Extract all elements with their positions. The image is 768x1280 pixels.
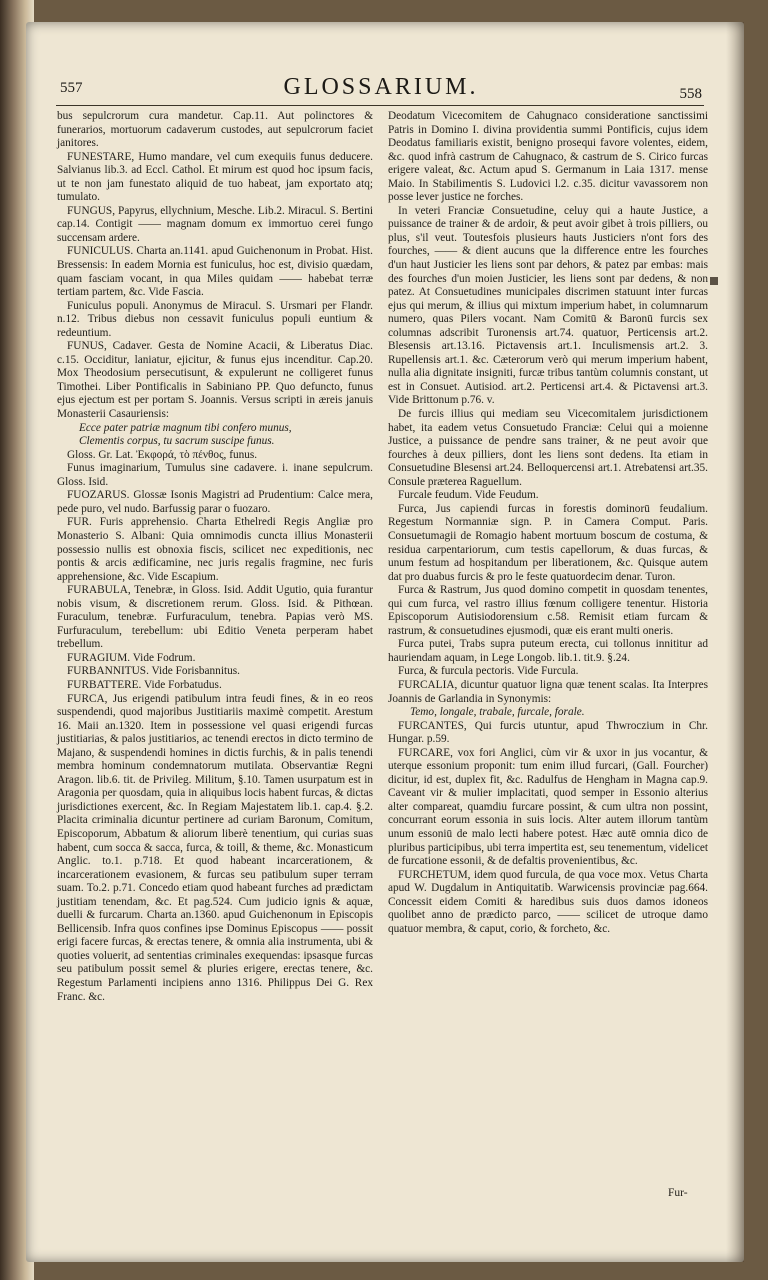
entry: FURCA, Jus erigendi patibulum intra feudi fines, & in eo reos suspendendi, quod majoribus Justitiariis maximè competit. Arestum 16. Maii an.1320. Item in possessione vel quasi erigendi furcas justitiarias, & palos justitiarios, ac tenendi erectos in dicto termino de Majano, & suspendendi homines in dictis furchis, & in palis tenendi membra hominum condemnatorum mutilata. Observantiæ Regni Aragon. lib.6. tit. de Privileg. Militum, §.10. Tamen usurpatum est in Aragonia per quosdam, quia in aliquibus locis habent furcas, & dictas jurisdictiones exercent, &c. In Regiam Majestatem lib.1. cap.4. §.2. Placita criminalia dicuntur pertinere ad curiam Baronum, Comitum, Episcoporum, Abbatum & aliorum liberè tenentium, qui curias suas habent, cum socca & sacca, furca, & toill, & theme, &c. Monasticum Anglic. to.1. p.718. Et quod habeant incarcerationem, & incarcerationem evasionem, & furcas seu patibulum super terram suam. To.2. p.71. Concedo etiam quod habeant furches ad prædictam justitiam tenendam, &c. Et pag.524. Cum judicio ignis & aquæ, duelli & furcarum. Charta an.1360. apud Guichenonum in Episcopis Bellicensib. Infra quos confines ipse Dominus Episcopus —— possit erigi facere furcas, & erectas tenere, & omnia alia instrumenta, ubi & quoties voluerit, ad sententias criminales exequendas: ipsasque furcas seu patibulum possit semel & pluries erigere, erectas tenere, &c. Regestum Parlamenti incipiens anno 1316. Philippus Dei G. Rex Franc. &c. <box>57 692 373 1003</box>
page-number-right: 558 <box>679 86 702 102</box>
entry: FURAGIUM. Vide Fodrum. <box>67 651 196 664</box>
entry: FUNGUS, Papyrus, ellychnium, Mesche. Lib.2. Miracul. S. Bertini cap.14. Contigit —— magnam domum ex immortuo cerei fungo succensam ardere. <box>57 204 373 244</box>
entry: Furca, Jus capiendi furcas in forestis dominorū feudalium. Regestum Normanniæ sign. P. in Camera Comput. Paris. Consuetumagii de Romagio habent mortuum boscum de costuma, & residua carpentariorum, cum testis capellorum, & duas furcas, & unum festum ad hospitandum per liberationem, &c. Quisque autem dat pro duabus furcis & pro le feste quatuordecim denar. Turon. <box>388 502 708 583</box>
page-edge-shadow <box>726 22 744 1262</box>
entry: FURCARE, vox fori Anglici, cùm vir & uxor in jus vocantur, & uterque essonium proponit: tum enim illud furcari, (Gall. Fourcher) dicitur, id est, duplex fit, &c. Radulfus de Hengham in Magna cap.9. Caveant vir & mulier implacitati, quod semper in Essonio alterius alter compareat, quamdiu furcare possint, & cum ultra non possint, concurrant eorum essonia in suis locis. Alter autem illorum tantùm unum essoniū de malo lecti habere potest. Hæc autē omnia dico de pluribus participibus, ubi terra impertita est, seu tenementum, videlicet de furcatione essonii, & de defaltis provenientibus, &c. <box>388 746 708 868</box>
header-rule <box>56 105 704 106</box>
entry: bus sepulcrorum cura mandetur. Cap.11. Aut polinctores & funerarios, mortuorum cadaverum custodes, aut sepulcrorum faciet janitores. <box>57 110 373 150</box>
entry: Furca putei, Trabs supra puteum erecta, cui tollonus innititur ad hauriendam aquam, in Lege Longob. lib.1. tit.9. §.24. <box>388 638 708 664</box>
entry: FUNESTARE, Humo mandare, vel cum exequiis funus deducere. Salvianus lib.3. ad Eccl. Cathol. Et mirum est quod hoc ipsum facis, ut te non jam funestato aliquid de tuo habeat, jam exportato atq; tumulato. <box>57 150 373 204</box>
entry: FURBANNITUS. Vide Forisbannitus. <box>67 665 240 678</box>
entry: In veteri Franciæ Consuetudine, celuy qui a haute Justice, a puissance de trainer & de ardoir, & peut avoir gibet à trois pilliers, ou plus, s'il veut. Toutesfois plusieurs hauts Justiciers n'ont fors des fourches, —— & dient aucuns que la difference entre les fourches d'un haut Justicier les liens sont par dehors, & patez par embas: mais des fourches d'un moien Justicier, les liens sont par dedens, & non patez. At Consuetudines municipales discrimen statuunt inter furcas ejus qui merum, & illius qui mixtum imperium habet, in columnarum numero, quas Pilers vocant. Nam Comitū & Baronū furcis sex columnas adscribit Turonensis art.74. quatuor, Perticensis art.2. Blesensis art.13.16. Pictavensis art.1. Inculismensis art.2. 3. Rupellensis art.1. &c. Cæterorum verò qui merum imperium habent, nulla alia dignitate insigniti, furcæ tribus tantùm columnis constant, ut est in Consuet. Autisiod. art.2. Perticensi art.4. & Pictavensi art.3. Vide Brittonum p.76. v. <box>388 204 708 407</box>
entry: FUNUS, Cadaver. Gesta de Nomine Acacii, & Liberatus Diac. c.15. Occiditur, laniatur, ejicitur, & funus ejus incenditur. Cap.20. Mox Theodosium persecutisunt, & expulerunt ne colligeret funus Timothei. Liber Pontificalis in Sabiniano PP. Quo defuncto, funus ejus ejectum est per portam S. Joannis. Versus scripti in æreis januis Monasterii Casauriensis: <box>57 340 373 421</box>
entry: Gloss. Gr. Lat. Ἐκφορά, τὸ πένθος, funus. <box>67 448 258 461</box>
page-number-left: 557 <box>60 80 83 96</box>
entry: FURBATTERE. Vide Forbatudus. <box>67 678 222 691</box>
verse-line: Clementis corpus, tu sacrum suscipe funus. <box>79 435 275 448</box>
catchword: Fur- <box>668 1187 688 1199</box>
entry: FURCANTES, Qui furcis utuntur, apud Thwroczium in Chr. Hungar. p.59. <box>388 719 708 746</box>
entry: Funiculus populi. Anonymus de Miracul. S. Ursmari per Flandr. n.12. Tribus diebus non cessavit funiculus populi euntium & redeuntium. <box>57 299 373 339</box>
entry: FURCALIA, dicuntur quatuor ligna quæ tenent scalas. Ita Interpres Joannis de Garlandia in Synonymis: <box>388 678 708 705</box>
verse-line: Temo, longale, trabale, furcale, forale. <box>410 706 585 719</box>
entry: Deodatum Vicecomitem de Cahugnaco consideratione sanctissimi Patris in Domino I. divina providentia summi Pontificis, cujus idem Deodatus familiaris existit, benigno prosequi favore volentes, eidem, &c. quod infrà castrum de Cahugnaco, & castrum de S. Cirico furcas erigere valeat, &c. Actum apud S. Germanum in Laia 1317. mense Maio. In Stabilimentis S. Ludovici l.2. c.35. dicitur vavassorem non posse lever justice ne forches. <box>388 110 708 204</box>
entry: FURABULA, Tenebræ, in Gloss. Isid. Addit Ugutio, quia furantur nobis visum, & discretionem rerum. Gloss. Isid. & Pithœan. Furaculum, tenebræ. Furfuraculum, tenebra. Papias verò MS. Furfuraculum, terebellum: ubi Editio Veneta perperam habet trebellum. <box>57 584 373 651</box>
verse-line: Ecce pater patriæ magnum tibi confero munus, <box>79 421 292 434</box>
entry: FUOZARUS. Glossæ Isonis Magistri ad Prudentium: Calce mera, pede puro, vel nudo. Barfussig parar o fuozaro. <box>57 489 373 515</box>
entry: De furcis illius qui mediam seu Vicecomitalem jurisdictionem habet, ita eadem vetus Consuetudo Franciæ: Celui qui a moienne Justice, a puissance de pendre sans trainer, & ne peut avoir que fourches à deux pilliers, dont les liens sont dedens. Ita etiam in Consuetudine Blesensi art.24. Belloquercensi art.1. Atrebatensi art.35. Consule præterea Raguellum. <box>388 408 708 488</box>
entry: FURCHETUM, idem quod furcula, de qua voce mox. Vetus Charta apud W. Dugdalum in Antiquitatib. Warwicensis provinciæ pag.664. Concessit eidem Comiti & haredibus suis duos damos idoneos quolibet anno de prædicto parco, —— scilicet de utroque damo quatuor membra, & caput, corio, & forcheto, &c. <box>388 868 708 935</box>
entry: Furcale feudum. Vide Feudum. <box>398 489 539 502</box>
entry: Furca, & furcula pectoris. Vide Furcula. <box>398 665 579 678</box>
entry: FUR. Furis apprehensio. Charta Ethelredi Regis Angliæ pro Monasterio S. Albani: Quia omnimodis cuncta illius Monasterii possessio nullis est obnoxia fiscis, scilicet nec expeditionis, nec pontis & arcis ædificamine, nec juris regalis fragmine, nec furis apprehensione, &c. Vide Escapium. <box>57 516 373 583</box>
entry: Funus imaginarium, Tumulus sine cadavere. i. inane sepulcrum. Gloss. Isid. <box>57 462 373 488</box>
entry: FUNICULUS. Charta an.1141. apud Guichenonum in Probat. Hist. Bressensis: In eadem Mornia est funiculus, hoc est, divisio quædam, quam fasciam vocant, in qua Miles quidam —— habebat terræ tertiam partem, &c. Vide Fascia. <box>57 245 373 299</box>
page-title: GLOSSARIUM. <box>283 74 479 100</box>
left-column <box>57 110 373 1004</box>
entry: Furca & Rastrum, Jus quod domino competit in quosdam tenentes, qui cum furca, vel rastro illius fœnum colligere tenentur. Historia Episcoporum Autisiodorensium c.58. Remisit etiam furcam & rastrum, & consuetudines ejusmodi, quæ eis erant multi oneris. <box>388 584 708 637</box>
page-mark <box>710 277 718 285</box>
page-header <box>60 74 702 104</box>
right-column <box>388 110 708 936</box>
